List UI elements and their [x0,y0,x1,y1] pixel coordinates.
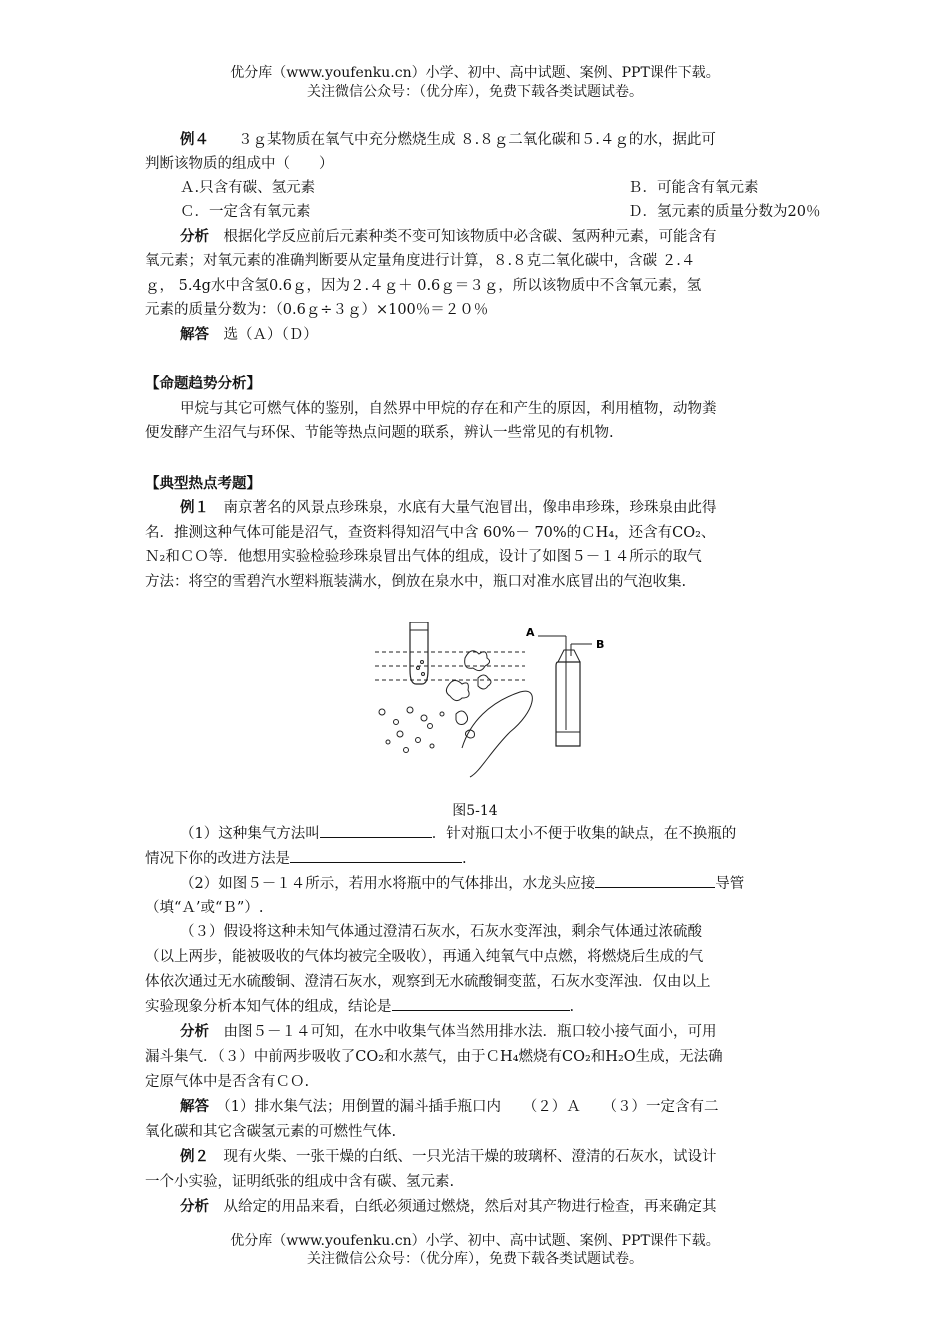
section-title-hot: 【典型热点考题】 [145,476,261,492]
answer-blank-3[interactable] [595,872,715,888]
question-3-line-1: （３）假设将这种未知气体通过澄清石灰水，石灰水变浑浊，剩余气体通过浓硫酸 [180,924,702,940]
footer-line-1: 优分库（www.youfenku.cn）小学、初中、高中试题、案例、PPT课件下载。 [230,1233,720,1249]
example-1-answer-line-1: 解答 （1）排水集气法；用倒置的漏斗插手瓶口内 （２）Ａ （３）一定含有二 [180,1099,719,1115]
gas-collection-figure [370,622,620,782]
question-1-line-2: 情况下你的改进方法是 . [145,847,815,871]
trend-paragraph-line-2: 便发酵产生沼气与环保、节能等热点问题的联系，辨认一些常见的有机物. [145,425,614,441]
example-1-line-3: Ｎ₂和ＣＯ等．他想用实验检验珍珠泉冒出气体的组成，设计了如图５－１４所示的取气 [145,549,702,565]
example-1-answer-line-2: 氧化碳和其它含碳氢元素的可燃性气体. [145,1124,397,1140]
example-4-analysis-line-3: ｇ， 5.4g水中含氢0.6ｇ，因为２.４ｇ＋ 0.6ｇ＝３ｇ，所以该物质中不含氧元素，氢 [145,278,702,294]
example-2-analysis-line-1: 分析 从给定的用品来看，白纸必须通过燃烧，然后对其产物进行检查，再来确定其 [180,1199,717,1215]
question-3-line-4: 实验现象分析本知气体的组成，结论是 . [145,995,815,1019]
figure-caption: 图5-14 [452,803,498,819]
question-3-line-3: 体依次通过无水硫酸铜、澄清石灰水，观察到无水硫酸铜变蓝，石灰水变浑浊．仅由以上 [145,974,711,990]
answer-blank-1[interactable] [320,822,432,838]
example-1-analysis-line-2: 漏斗集气．（３）中前两步吸收了CO₂和水蒸气，由于ＣH₄燃烧有CO₂和H₂O生成，无法确 [145,1049,723,1065]
example-1-line-4: 方法：将空的雪碧汽水塑料瓶装满水，倒放在泉水中，瓶口对准水底冒出的气泡收集. [145,574,687,590]
hose [462,691,532,777]
example-4-options-cd [180,200,821,224]
label-a: A [526,626,535,639]
example-1-line-2: 名．推测这种气体可能是沼气，查资料得知沼气中含 60%－ 70%的ＣH₄，还含有CO₂、 [145,525,716,541]
example-4-question-line-1: 例４ ３ｇ某物质在氧气中充分燃烧生成 ８.８ｇ二氧化碳和５.４ｇ的水，据此可 [180,132,716,148]
example-4-analysis-line-2: 氧元素；对氧元素的准确判断要从定量角度进行计算，８.８克二氧化碳中，含碳 ２.４ [145,253,696,269]
example-4-options-ab [180,176,815,200]
label-b: B [596,638,605,651]
trend-paragraph-line-1: 甲烷与其它可燃气体的鉴别，自然界中甲烷的存在和产生的原因，利用植物，动物粪 [180,401,717,417]
option-b: Ｂ．可能含有氧元素 [628,180,759,196]
example-4-label: 例４ [180,132,209,148]
example-2-line-2: 一个小实验，证明纸张的组成中含有碳、氢元素. [145,1174,455,1190]
header-line-1: 优分库（www.youfenku.cn）小学、初中、高中试题、案例、PPT课件下载。 [230,65,720,81]
example-1-analysis-line-1: 分析 由图５－１４可知，在水中收集气体当然用排水法．瓶口较小接气面小，可用 [180,1024,717,1040]
answer-blank-2[interactable] [290,847,462,863]
footer-line-2: 关注微信公众号：（优分库），免费下载各类试题试卷。 [307,1251,643,1267]
example-4-analysis-line-1: 分析 根据化学反应前后元素种类不变可知该物质中必含碳、氢两种元素，可能含有 [180,229,717,245]
option-a: Ａ.只含有碳、氢元素 [180,180,316,196]
example-2-line-1: 例２ 现有火柴、一张干燥的白纸、一只光洁干燥的玻璃杯、澄清的石灰水，试设计 [180,1149,717,1165]
section-title-trend: 【命题趋势分析】 [145,376,261,392]
option-c: Ｃ．一定含有氧元素 [180,204,311,220]
example-1-analysis-line-3: 定原气体中是否含有ＣＯ. [145,1074,310,1090]
header-line-2: 关注微信公众号：（优分库），免费下载各类试题试卷。 [307,84,643,100]
answer-blank-4[interactable] [392,995,570,1011]
question-2-line-1: （2）如图５－１４所示，若用水将瓶中的气体排出，水龙头应接 导管 [180,872,815,896]
question-2-line-2: （填“Ａ’或“Ｂ”）. [145,900,264,916]
question-3-line-2: （以上两步，能被吸收的气体均被完全吸收），再通入纯氧气中点燃，将燃烧后生成的气 [145,949,704,965]
inverted-bottle [410,622,428,684]
question-1-line-1: （1）这种集气方法叫 ．针对瓶口太小不便于收集的缺点，在不换瓶的 [180,822,815,846]
example-4-question-line-2: 判断该物质的组成中（ ） [145,156,334,172]
example-4-analysis-line-4: 元素的质量分数为：（0.6ｇ÷３ｇ）×100％＝２０％ [145,302,489,318]
example-1-line-1: 例１ 南京著名的风景点珍珠泉，水底有大量气泡冒出，像串串珍珠，珍珠泉由此得 [180,500,717,516]
bubble-cluster [446,680,469,700]
option-d: Ｄ．氢元素的质量分数为20％ [628,204,821,220]
upright-bottle [556,662,580,746]
bubble-cluster [465,651,490,671]
example-4-answer: 解答 选（Ａ）（Ｄ） [180,327,318,343]
